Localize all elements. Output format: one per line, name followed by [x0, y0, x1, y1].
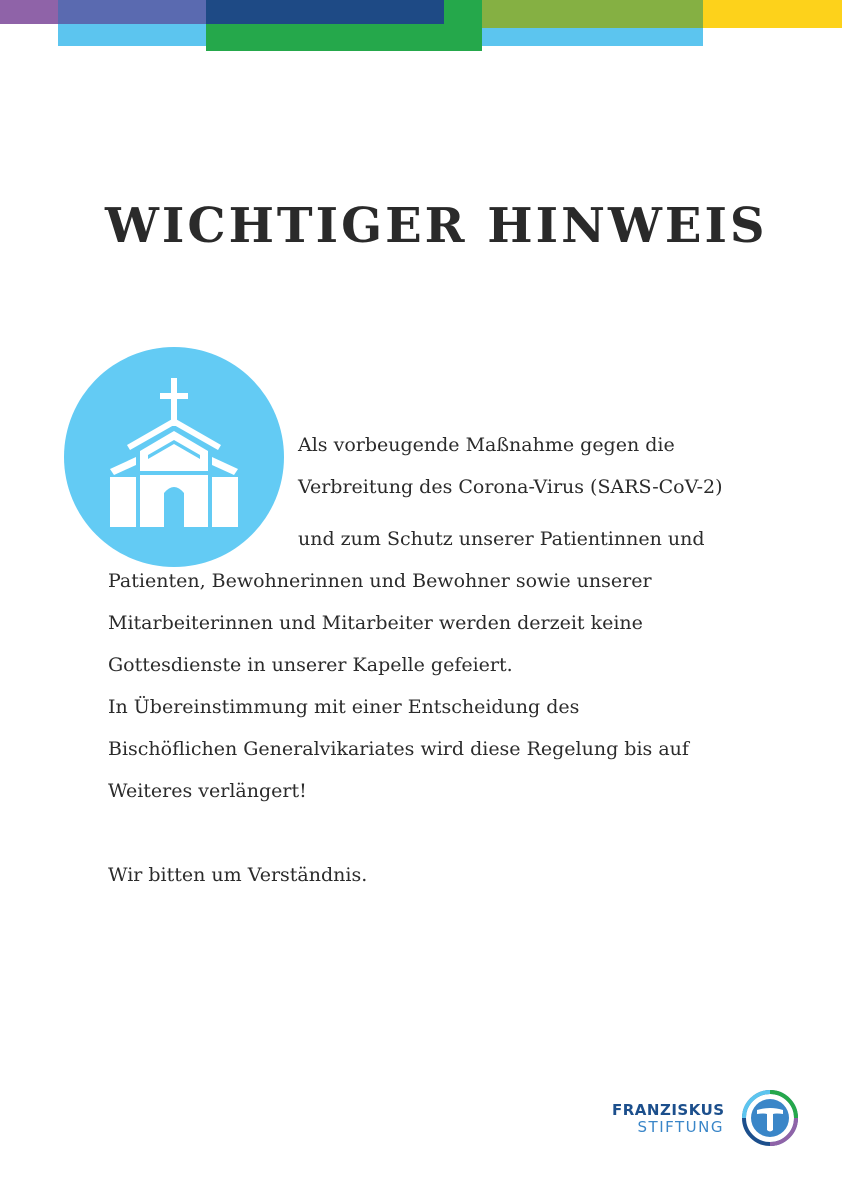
body-line-9: Weiteres verlängert! [108, 780, 307, 802]
closing-line: Wir bitten um Verständnis. [108, 864, 368, 886]
body-line-5: Mitarbeiterinnen und Mitarbeiter werden derzeit keine [108, 612, 643, 634]
page-title: WICHTIGER HINWEIS [105, 198, 768, 254]
logo-subtitle: STIFTUNG [637, 1118, 724, 1136]
band-green [206, 24, 482, 51]
color-band [0, 0, 842, 52]
body-line-2: Verbreitung des Corona-Virus (SARS-CoV-2) [298, 476, 723, 498]
body-line-7: In Übereinstimmung mit einer Entscheidung des [108, 696, 580, 718]
franziskus-tau-cross-icon [740, 1088, 800, 1148]
body-line-8: Bischöflichen Generalvikariates wird diese Regelung bis auf [108, 738, 689, 760]
band-green-top [444, 0, 482, 24]
band-purple [0, 0, 58, 24]
body-line-1: Als vorbeugende Maßnahme gegen die [298, 434, 675, 456]
logo-text [612, 1102, 724, 1136]
logo-name: FRANZISKUS [612, 1101, 725, 1119]
body-line-6: Gottesdienste in unserer Kapelle gefeiert. [108, 654, 513, 676]
body-line-4: Patienten, Bewohnerinnen und Bewohner sowie unserer [108, 570, 652, 592]
franziskus-stiftung-logo [612, 1088, 802, 1150]
band-olive [482, 0, 703, 28]
band-navy [206, 0, 444, 24]
church-icon [64, 347, 284, 567]
band-yellow [703, 0, 842, 28]
body-line-3: und zum Schutz unserer Patientinnen und [298, 528, 705, 550]
band-indigo [58, 0, 206, 24]
